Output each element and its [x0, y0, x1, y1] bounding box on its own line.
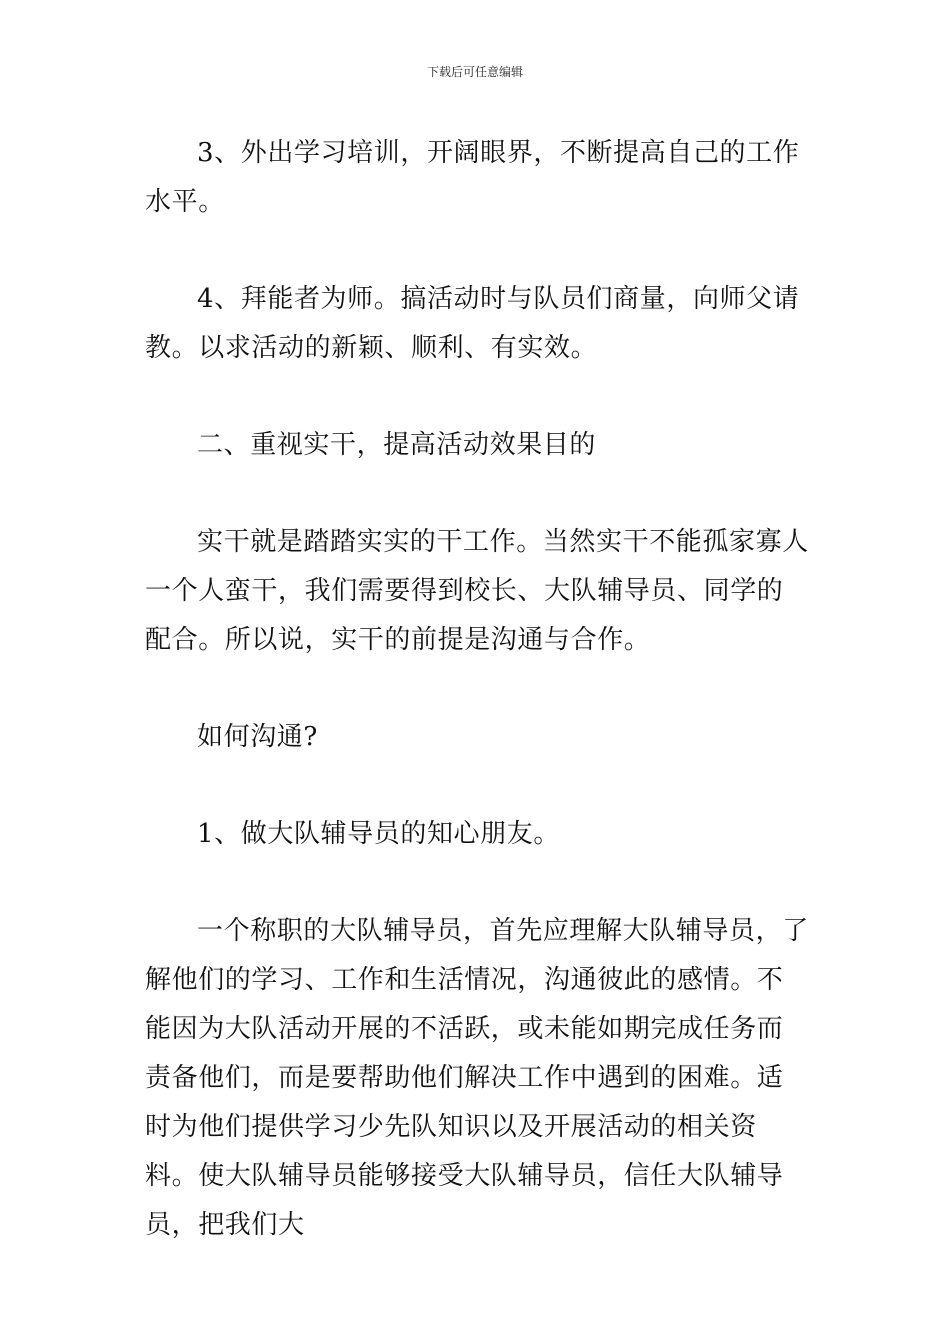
section-heading: 二、重视实干，提高活动效果目的: [197, 430, 597, 460]
document-body: [145, 129, 809, 1298]
paragraph: 4、拜能者为师。搞活动时与队员们商量，向师父请教。以求活动的新颖、顺利、有实效。: [145, 284, 800, 363]
paragraph: 3、外出学习培训，开阔眼界，不断提高自己的工作水平。: [145, 138, 800, 217]
question-heading: 如何沟通?: [197, 722, 318, 752]
page-header: 下载后可任意编辑: [426, 65, 523, 79]
paragraph: 1、做大队辅导员的知心朋友。: [197, 819, 560, 849]
paragraph: 实干就是踏踏实实的干工作。当然实干不能孤家寡人一个人蛮干，我们需要得到校长、大队辅导员、同学的配合。所以说，实干的前提是沟通与合作。: [145, 527, 809, 655]
paragraph: 一个称职的大队辅导员，首先应理解大队辅导员，了解他们的学习、工作和生活情况，沟通彼此的感情。不能因为大队活动开展的不活跃，或未能如期完成任务而责备他们，而是要帮助他们解决工作中遇到的困难。适时为他们提供学习少先队知识以及开展活动的相关资料。使大队辅导员能够接受大队辅导员，信任大队辅导员，把我们大: [145, 916, 809, 1240]
